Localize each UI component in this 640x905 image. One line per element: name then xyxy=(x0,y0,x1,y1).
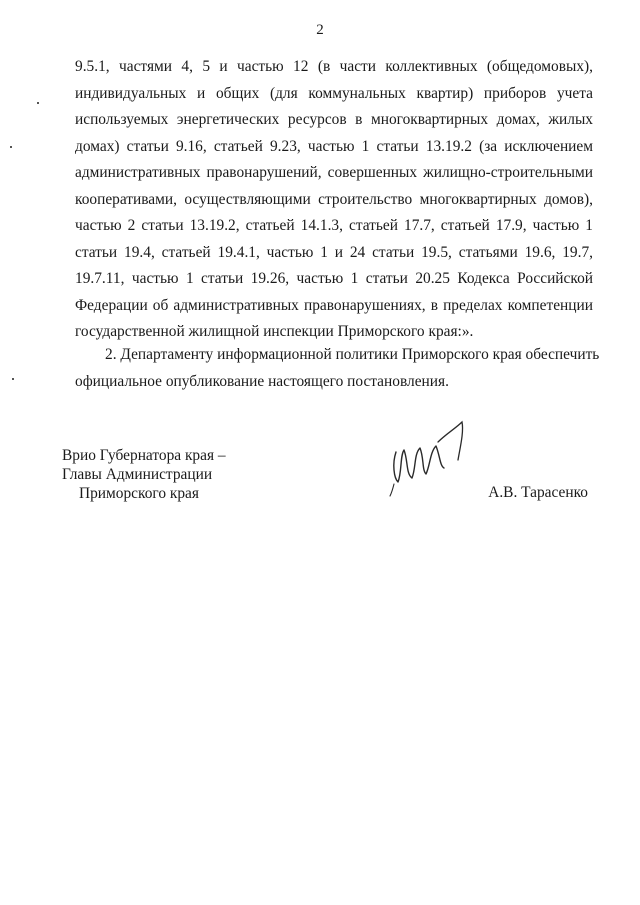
margin-mark xyxy=(12,378,14,380)
text-line: статьи 19.4, статьей 19.4.1, частью 1 и 24 статьи 19.5, статьями 19.6, 19.7, xyxy=(75,243,593,261)
signer-position-line: Главы Администрации xyxy=(62,466,213,483)
text-line: официальное опубликование настоящего постановления. xyxy=(75,372,449,390)
handwritten-signature xyxy=(378,412,488,502)
paragraph-1 xyxy=(75,54,593,346)
signer-name: А.В. Тарасенко xyxy=(488,484,588,501)
text-line: 19.7.11, частью 1 статьи 19.26, частью 1 статьи 20.25 Кодекса Российской xyxy=(75,270,593,287)
signer-position-line: Врио Губернатора края – xyxy=(62,447,226,464)
text-line: административных правонарушений, совершенных жилищно-строительными xyxy=(75,164,593,181)
text-line: индивидуальных и общих (для коммунальных квартир) приборов учета xyxy=(75,84,593,102)
text-line: частью 2 статьи 13.19.2, статьей 14.1.3, статьей 17.7, статьей 17.9, частью 1 xyxy=(75,217,593,234)
margin-mark xyxy=(37,102,39,104)
text-line: домах) статьи 9.16, статьей 9.23, частью 1 статьи 13.19.2 (за исключением xyxy=(75,137,593,155)
page-number: 2 xyxy=(316,22,324,38)
signer-position xyxy=(62,446,226,503)
text-line: Федерации об административных правонарушениях, в пределах компетенции xyxy=(75,296,593,314)
signer-position-line: Приморского края xyxy=(79,485,199,502)
text-line: 9.5.1, частями 4, 5 и частью 12 (в части коллективных (общедомовых), xyxy=(75,58,593,75)
text-line: кооперативами, осуществляющими строительство многоквартирных домов), xyxy=(75,190,593,208)
text-line: используемых энергетических ресурсов в многоквартирных домах, жилых xyxy=(75,111,593,128)
paragraph-2 xyxy=(75,342,600,395)
text-line: государственной жилищной инспекции Приморского края:». xyxy=(75,323,474,340)
margin-mark xyxy=(10,146,12,148)
text-line: 2. Департаменту информационной политики Приморского края обеспечить xyxy=(105,346,600,363)
